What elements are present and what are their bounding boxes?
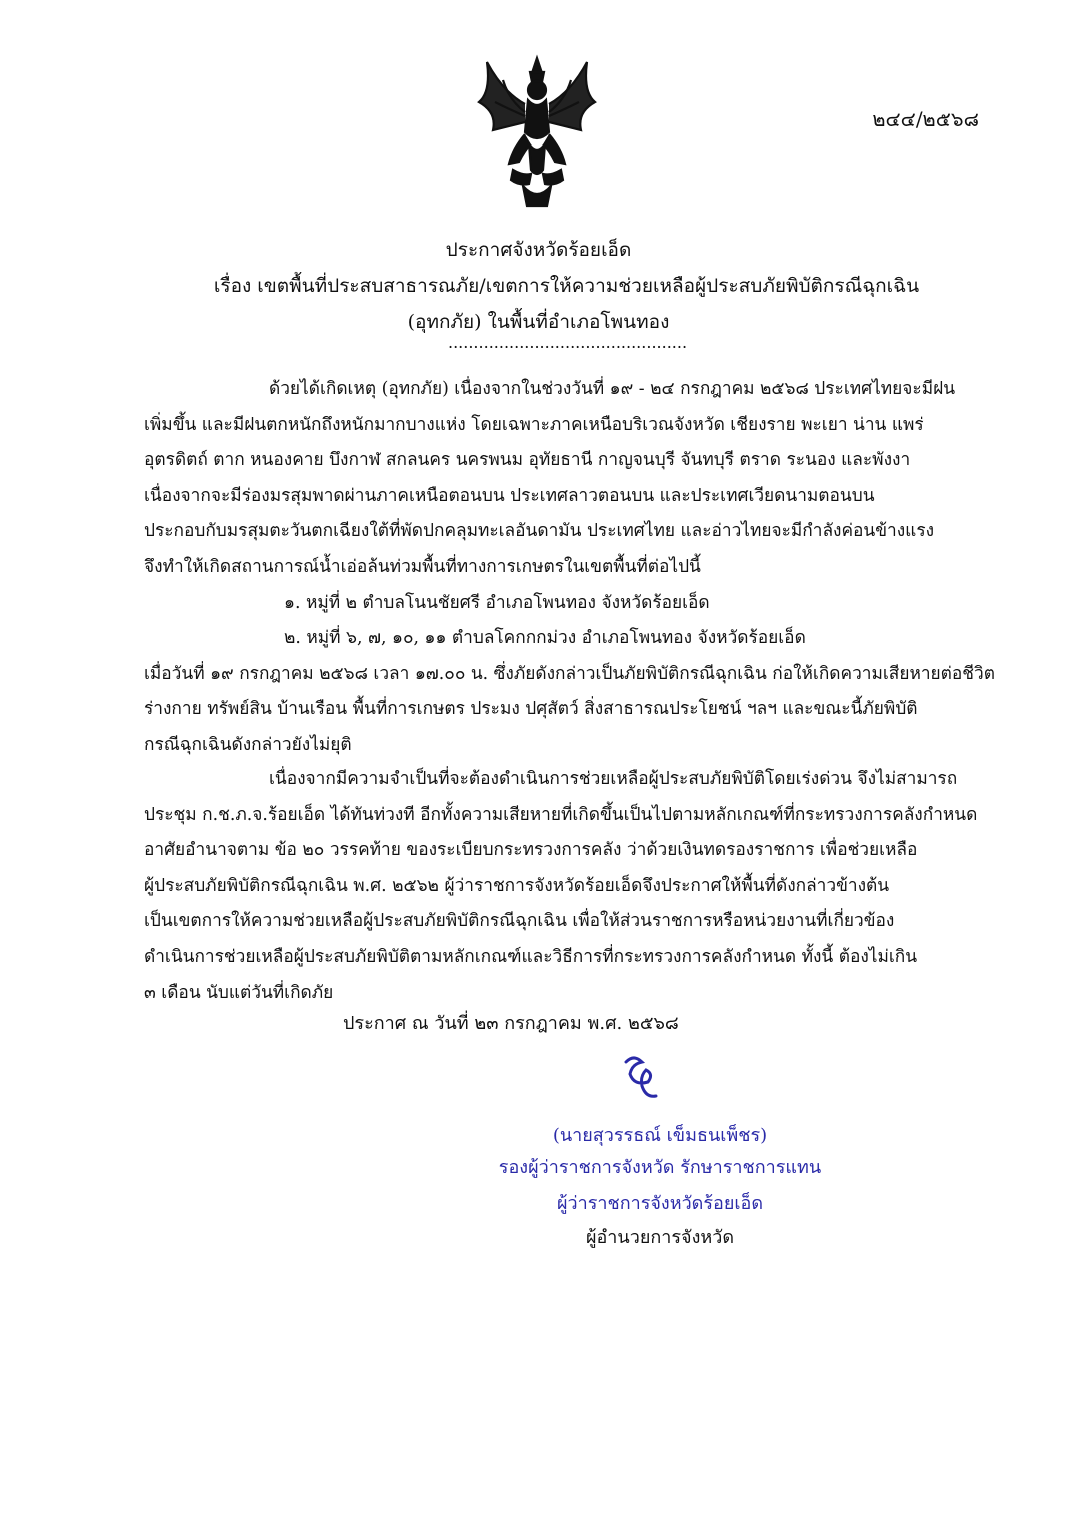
- text-line: ร่างกาย ทรัพย์สิน บ้านเรือน พื้นที่การเกษตร ประมง ปศุสัตว์ สิ่งสาธารณประโยชน์ ฯลฯ และขณะนี้ภัยพิบัติ: [144, 699, 918, 720]
- signer-position-2: ผู้ว่าราชการจังหวัดร้อยเอ็ด: [556, 1193, 764, 1214]
- text-line: ด้วยได้เกิดเหตุ (อุทกภัย) เนื่องจากในช่วงวันที่ ๑๙ - ๒๔ กรกฎาคม ๒๕๖๘ ประเทศไทยจะมีฝน: [269, 379, 956, 399]
- text-line: อาศัยอำนาจตาม ข้อ ๒๐ วรรคท้าย ของระเบียบกระทรวงการคลัง ว่าด้วยเงินทดรองราชการ เพื่อช่วยเหลือ: [144, 840, 918, 861]
- text-line: ผู้ประสบภัยพิบัติกรณีฉุกเฉิน พ.ศ. ๒๕๖๒ ผู้ว่าราชการจังหวัดร้อยเอ็ดจึงประกาศให้พื้นที่ดังกล่าวข้างต้น: [144, 875, 890, 896]
- paragraph-1: [144, 372, 995, 764]
- text-line: เนื่องจากมีความจำเป็นที่จะต้องดำเนินการช่วยเหลือผู้ประสบภัยพิบัติโดยเร่งด่วน จึงไม่สามารถ: [269, 769, 958, 789]
- signer-name: (นายสุวรรธณ์ เข็มธนเพ็ชร): [552, 1125, 768, 1146]
- text-line: จึงทำให้เกิดสถานการณ์น้ำเอ่อล้นท่วมพื้นที่ทางการเกษตรในเขตพื้นที่ต่อไปนี้: [144, 556, 701, 577]
- subject-line-1: เรื่อง เขตพื้นที่ประสบสาธารณภัย/เขตการให้ความช่วยเหลือผู้ประสบภัยพิบัติกรณีฉุกเฉิน: [213, 275, 920, 297]
- separator-line: ...............................................: [448, 333, 688, 352]
- text-line: เพิ่มขึ้น และมีฝนตกหนักถึงหนักมากบางแห่ง โดยเฉพาะภาคเหนือบริเวณจังหวัด เชียงราย พะเยา น่าน แพร่: [144, 414, 924, 435]
- garuda-emblem: [473, 52, 601, 212]
- announcement-title: ประกาศจังหวัดร้อยเอ็ด: [445, 239, 632, 261]
- announce-date: ประกาศ ณ วันที่ ๒๓ กรกฎาคม พ.ศ. ๒๕๖๘: [343, 1013, 679, 1034]
- text-line: อุตรดิตถ์ ตาก หนองคาย บึงกาฬ สกลนคร นครพนม อุทัยธานี กาญจนบุรี จันทบุรี ตราด ระนอง และพังงา: [144, 450, 911, 471]
- signer-position-1: รองผู้ว่าราชการจังหวัด รักษาราชการแทน: [498, 1157, 822, 1178]
- handwritten-signature: [612, 1052, 664, 1102]
- paragraph-2: [144, 762, 988, 1011]
- text-line: เนื่องจากจะมีร่องมรสุมพาดผ่านภาคเหนือตอนบน ประเทศลาวตอนบน และประเทศเวียดนามตอนบน: [144, 485, 875, 506]
- text-line: เมื่อวันที่ ๑๙ กรกฎาคม ๒๕๖๘ เวลา ๑๗.๐๐ น. ซึ่งภัยดังกล่าวเป็นภัยพิบัติกรณีฉุกเฉิน ก่อให้เกิดความเสียหายต่อชีวิต: [144, 663, 995, 684]
- signer-position-3: ผู้อำนวยการจังหวัด: [585, 1227, 735, 1248]
- text-line: ดำเนินการช่วยเหลือผู้ประสบภัยพิบัติตามหลักเกณฑ์และวิธีการที่กระทรวงการคลังกำหนด ทั้งนี้ ต้องไม่เกิน: [144, 946, 918, 967]
- document-number: ๒๔๔/๒๕๖๘: [872, 107, 979, 131]
- text-line: ประกอบกับมรสุมตะวันตกเฉียงใต้ที่พัดปกคลุมทะเลอันดามัน ประเทศไทย และอ่าวไทยจะมีกำลังค่อนข้างแรง: [144, 521, 935, 542]
- list-item: ๑. หมู่ที่ ๒ ตำบลโนนชัยศรี อำเภอโพนทอง จังหวัดร้อยเอ็ด: [284, 592, 710, 613]
- text-line: เป็นเขตการให้ความช่วยเหลือผู้ประสบภัยพิบัติกรณีฉุกเฉิน เพื่อให้ส่วนราชการหรือหน่วยงานที่เกี่ยวข้อง: [144, 911, 895, 932]
- list-item: ๒. หมู่ที่ ๖, ๗, ๑๐, ๑๑ ตำบลโคกกกม่วง อำเภอโพนทอง จังหวัดร้อยเอ็ด: [284, 628, 806, 649]
- text-line: กรณีฉุกเฉินดังกล่าวยังไม่ยุติ: [144, 734, 352, 755]
- text-line: ประชุม ก.ช.ภ.จ.ร้อยเอ็ด ได้ทันท่วงที อีกทั้งความเสียหายที่เกิดขึ้นเป็นไปตามหลักเกณฑ์ที่กระทรวงการคลังกำหนด: [144, 804, 978, 825]
- text-line: ๓ เดือน นับแต่วันที่เกิดภัย: [144, 982, 334, 1003]
- subject-line-2: (อุทกภัย) ในพื้นที่อำเภอโพนทอง: [407, 311, 670, 333]
